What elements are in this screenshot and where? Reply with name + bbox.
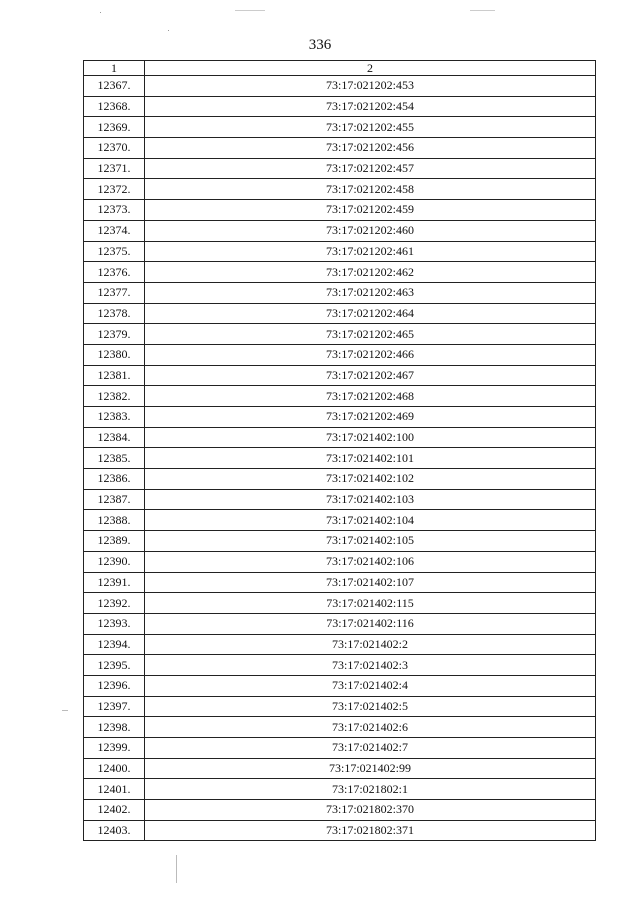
cadastral-number-cell: 73:17:021402:106 xyxy=(145,551,596,572)
table-row xyxy=(84,200,596,221)
cadastral-number-cell: 73:17:021202:466 xyxy=(145,344,596,365)
table-row xyxy=(84,738,596,759)
row-number-cell: 12370. xyxy=(84,138,145,159)
row-number-cell: 12369. xyxy=(84,117,145,138)
row-number-cell: 12380. xyxy=(84,344,145,365)
table-row xyxy=(84,572,596,593)
table-row xyxy=(84,138,596,159)
cadastral-number-cell: 73:17:021402:4 xyxy=(145,675,596,696)
table-row xyxy=(84,158,596,179)
cadastral-number-cell: 73:17:021202:458 xyxy=(145,179,596,200)
row-number-cell: 12388. xyxy=(84,510,145,531)
cadastral-number-cell: 73:17:021202:467 xyxy=(145,365,596,386)
row-number-cell: 12384. xyxy=(84,427,145,448)
table-row xyxy=(84,469,596,490)
scan-speck xyxy=(470,10,495,11)
row-number-cell: 12402. xyxy=(84,800,145,821)
row-number-cell: 12396. xyxy=(84,675,145,696)
table-row xyxy=(84,282,596,303)
table-row xyxy=(84,76,596,97)
table-row xyxy=(84,489,596,510)
scan-speck xyxy=(62,710,68,711)
table-row xyxy=(84,758,596,779)
row-number-cell: 12375. xyxy=(84,241,145,262)
row-number-cell: 12377. xyxy=(84,282,145,303)
header-row xyxy=(84,61,596,76)
table-row xyxy=(84,448,596,469)
table-body xyxy=(84,76,596,841)
row-number-cell: 12399. xyxy=(84,738,145,759)
table-row xyxy=(84,117,596,138)
row-number-cell: 12401. xyxy=(84,779,145,800)
cadastral-number-cell: 73:17:021202:463 xyxy=(145,282,596,303)
row-number-cell: 12397. xyxy=(84,696,145,717)
row-number-cell: 12398. xyxy=(84,717,145,738)
row-number-cell: 12382. xyxy=(84,386,145,407)
cadastral-number-cell: 73:17:021402:104 xyxy=(145,510,596,531)
cadastral-number-cell: 73:17:021402:99 xyxy=(145,758,596,779)
cadastral-number-cell: 73:17:021202:464 xyxy=(145,303,596,324)
cadastral-number-cell: 73:17:021202:460 xyxy=(145,220,596,241)
table-row xyxy=(84,800,596,821)
cadastral-number-cell: 73:17:021402:5 xyxy=(145,696,596,717)
table-row xyxy=(84,634,596,655)
row-number-cell: 12395. xyxy=(84,655,145,676)
table-row xyxy=(84,303,596,324)
row-number-cell: 12386. xyxy=(84,469,145,490)
cadastral-number-cell: 73:17:021402:3 xyxy=(145,655,596,676)
cadastral-number-cell: 73:17:021802:370 xyxy=(145,800,596,821)
cadastral-number-cell: 73:17:021202:461 xyxy=(145,241,596,262)
table-row xyxy=(84,696,596,717)
cadastral-number-cell: 73:17:021402:7 xyxy=(145,738,596,759)
table-row xyxy=(84,365,596,386)
cadastral-table xyxy=(83,60,596,841)
cadastral-number-cell: 73:17:021202:465 xyxy=(145,324,596,345)
table-row xyxy=(84,241,596,262)
row-number-cell: 12403. xyxy=(84,820,145,841)
header-col-2: 2 xyxy=(145,61,596,76)
row-number-cell: 12393. xyxy=(84,613,145,634)
table-row xyxy=(84,220,596,241)
table-row xyxy=(84,820,596,841)
header-col-1: 1 xyxy=(84,61,145,76)
row-number-cell: 12385. xyxy=(84,448,145,469)
table-row xyxy=(84,531,596,552)
table-row xyxy=(84,593,596,614)
cadastral-number-cell: 73:17:021202:469 xyxy=(145,407,596,428)
cadastral-number-cell: 73:17:021202:462 xyxy=(145,262,596,283)
table-row xyxy=(84,427,596,448)
row-number-cell: 12381. xyxy=(84,365,145,386)
table-row xyxy=(84,324,596,345)
table-row xyxy=(84,675,596,696)
row-number-cell: 12371. xyxy=(84,158,145,179)
page-number: 336 xyxy=(308,37,332,53)
row-number-cell: 12376. xyxy=(84,262,145,283)
row-number-cell: 12368. xyxy=(84,96,145,117)
table-row xyxy=(84,407,596,428)
table-row xyxy=(84,717,596,738)
table-row xyxy=(84,386,596,407)
table-row xyxy=(84,510,596,531)
cadastral-number-cell: 73:17:021402:107 xyxy=(145,572,596,593)
row-number-cell: 12378. xyxy=(84,303,145,324)
row-number-cell: 12374. xyxy=(84,220,145,241)
table-row xyxy=(84,96,596,117)
table-row xyxy=(84,613,596,634)
cadastral-number-cell: 73:17:021402:103 xyxy=(145,489,596,510)
table-row xyxy=(84,655,596,676)
row-number-cell: 12400. xyxy=(84,758,145,779)
cadastral-number-cell: 73:17:021402:100 xyxy=(145,427,596,448)
row-number-cell: 12394. xyxy=(84,634,145,655)
cadastral-number-cell: 73:17:021802:371 xyxy=(145,820,596,841)
scan-speck xyxy=(168,30,169,31)
row-number-cell: 12372. xyxy=(84,179,145,200)
table-row xyxy=(84,779,596,800)
table-row xyxy=(84,262,596,283)
cadastral-number-cell: 73:17:021202:453 xyxy=(145,76,596,97)
cadastral-number-cell: 73:17:021402:2 xyxy=(145,634,596,655)
row-number-cell: 12389. xyxy=(84,531,145,552)
scan-speck xyxy=(235,10,265,11)
cadastral-number-cell: 73:17:021402:115 xyxy=(145,593,596,614)
row-number-cell: 12392. xyxy=(84,593,145,614)
cadastral-number-cell: 73:17:021402:102 xyxy=(145,469,596,490)
table-row xyxy=(84,344,596,365)
row-number-cell: 12383. xyxy=(84,407,145,428)
cadastral-number-cell: 73:17:021202:454 xyxy=(145,96,596,117)
scan-speck xyxy=(100,12,101,13)
row-number-cell: 12379. xyxy=(84,324,145,345)
cadastral-number-cell: 73:17:021202:468 xyxy=(145,386,596,407)
table-row xyxy=(84,179,596,200)
cadastral-number-cell: 73:17:021402:116 xyxy=(145,613,596,634)
cadastral-number-cell: 73:17:021402:105 xyxy=(145,531,596,552)
row-number-cell: 12373. xyxy=(84,200,145,221)
scan-speck xyxy=(176,855,177,883)
row-number-cell: 12391. xyxy=(84,572,145,593)
row-number-cell: 12390. xyxy=(84,551,145,572)
cadastral-number-cell: 73:17:021202:459 xyxy=(145,200,596,221)
cadastral-number-cell: 73:17:021402:101 xyxy=(145,448,596,469)
cadastral-number-cell: 73:17:021202:455 xyxy=(145,117,596,138)
cadastral-number-cell: 73:17:021202:456 xyxy=(145,138,596,159)
table-header xyxy=(84,61,596,76)
cadastral-number-cell: 73:17:021202:457 xyxy=(145,158,596,179)
cadastral-number-cell: 73:17:021402:6 xyxy=(145,717,596,738)
row-number-cell: 12367. xyxy=(84,76,145,97)
row-number-cell: 12387. xyxy=(84,489,145,510)
cadastral-number-cell: 73:17:021802:1 xyxy=(145,779,596,800)
table-row xyxy=(84,551,596,572)
